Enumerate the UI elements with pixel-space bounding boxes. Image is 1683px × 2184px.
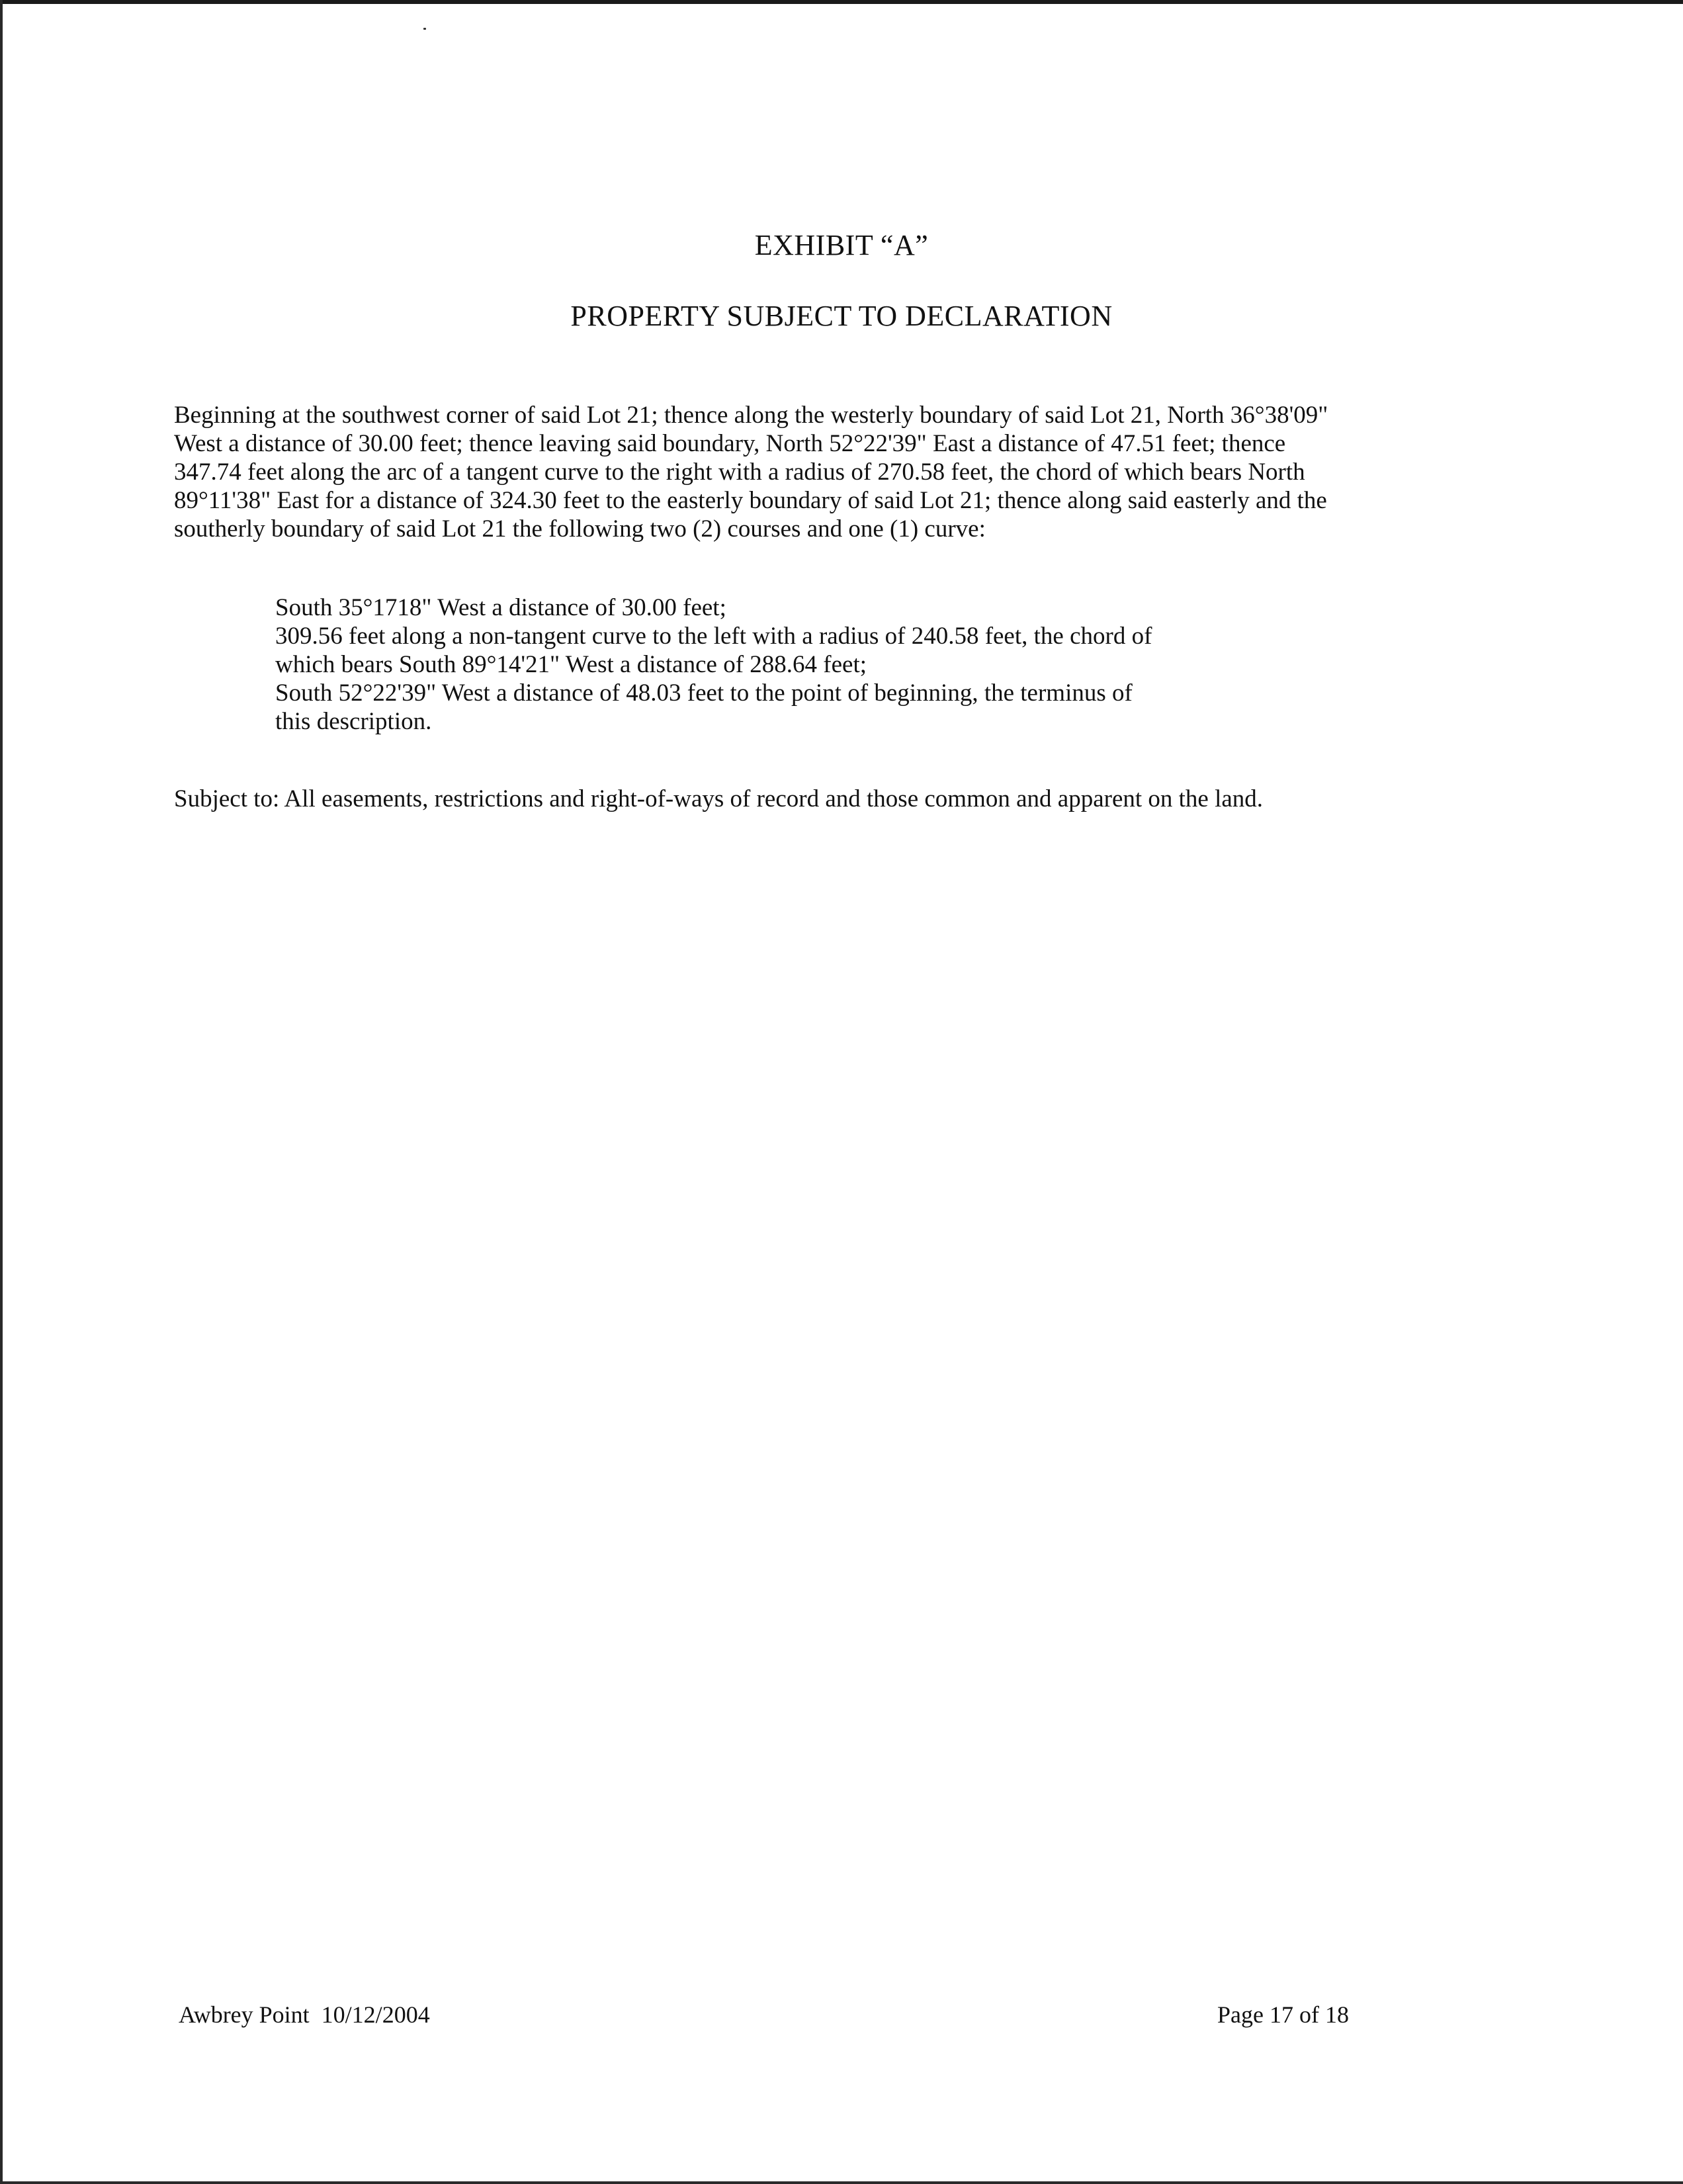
footer-page-number: Page 17 of 18	[1217, 2001, 1349, 2028]
subject-to-paragraph	[174, 785, 1497, 813]
subject-to-text: Subject to: All easements, restrictions and right-of-ways of record and those common and apparent on the land.	[174, 785, 1264, 812]
scan-speck	[423, 28, 426, 30]
scan-border-top	[0, 0, 1683, 4]
course-line: South 35°1718" West a distance of 30.00 feet;	[275, 594, 726, 621]
scan-border-bottom	[0, 2181, 1683, 2184]
course-line: South 52°22'39" West a distance of 48.03 feet to the point of beginning, the terminus of	[275, 679, 1133, 707]
description-line: southerly boundary of said Lot 21 the following two (2) courses and one (1) curve:	[174, 515, 986, 543]
description-line: West a distance of 30.00 feet; thence leaving said boundary, North 52°22'39" East a distance of 47.51 feet; thence	[174, 430, 1286, 457]
course-line: 309.56 feet along a non-tangent curve to the left with a radius of 240.58 feet, the chord of	[275, 623, 1152, 650]
exhibit-title: EXHIBIT “A”	[754, 229, 929, 261]
course-line: which bears South 89°14'21" West a distance of 288.64 feet;	[275, 651, 867, 678]
description-line: 89°11'38" East for a distance of 324.30 feet to the easterly boundary of said Lot 21; thence along said easterly and the	[174, 487, 1327, 514]
description-line: Beginning at the southwest corner of said Lot 21; thence along the westerly boundary of said Lot 21, North 36°38'09"	[174, 402, 1328, 429]
document-subtitle: PROPERTY SUBJECT TO DECLARATION	[570, 300, 1113, 332]
footer-document-label: Awbrey Point 10/12/2004	[179, 2001, 430, 2028]
legal-description-paragraph	[174, 401, 1497, 543]
course-line: this description.	[275, 708, 432, 735]
description-line: 347.74 feet along the arc of a tangent curve to the right with a radius of 270.58 feet, the chord of which bears North	[174, 459, 1305, 486]
courses-list	[275, 593, 1334, 736]
